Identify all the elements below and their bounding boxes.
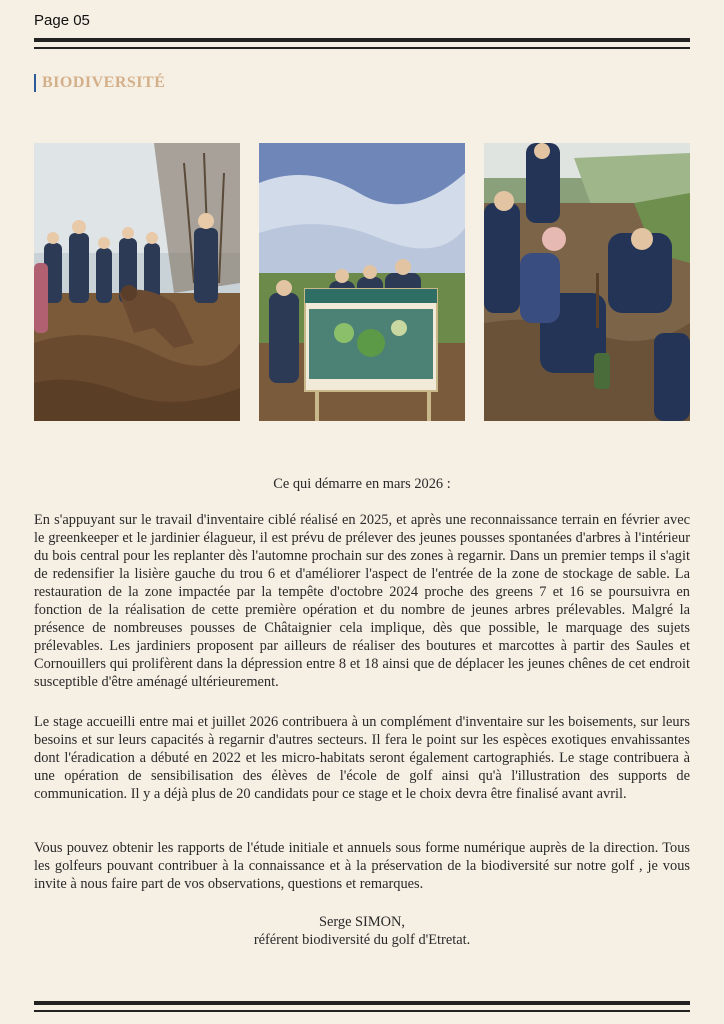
article-subtitle: Ce qui démarre en mars 2026 : — [273, 476, 451, 492]
footer-rule-thick — [34, 1001, 690, 1005]
section-heading — [34, 74, 165, 92]
children-planting-photo — [34, 143, 240, 421]
page-number: Page 05 — [34, 12, 90, 29]
header-rule-thin — [34, 47, 690, 49]
article-paragraph-2: Le stage accueilli entre mai et juillet 2026 contribuera à un complément d'inventaire sur les boisements, sur leurs besoins et sur leurs capacités à regarnir d'autres secteurs. Il fera le point sur les espèces exotiques envahissantes dont l'éradication a débuté en 2022 et les micro-habitats seront également cartographiés. Le stage contribuera à une opération de sensibilisation des élèves de l'école de golf ainsi qu'à l'illustration des supports de communication. Il y a déjà plus de 20 candidats pour ce stage et le choix devra être finalisé avant avril. — [34, 714, 690, 802]
biodiversity-panel-photo — [259, 143, 465, 421]
tree-planting-photo — [484, 143, 690, 421]
header-rule-thick — [34, 38, 690, 42]
footer-rule-thin — [34, 1010, 690, 1012]
signature-role: référent biodiversité du golf d'Etretat. — [253, 932, 471, 948]
signature-name: Serge SIMON, — [318, 914, 406, 930]
article-paragraph-3: Vous pouvez obtenir les rapports de l'étude initiale et annuels sous forme numérique auprès de la direction. Tous les golfeurs pouvant contribuer à la connaissance et à la préservation de la biodiversité sur notre golf , je vous invite à nous faire part de vos observations, questions et remarques. — [34, 840, 690, 892]
section-accent-bar — [34, 74, 36, 92]
section-title: BIODIVERSITÉ — [42, 74, 166, 91]
article-paragraph-1: En s'appuyant sur le travail d'inventaire ciblé réalisé en 2025, et après une reconnaissance terrain en février avec le greenkeeper et le jardinier élagueur, il est prévu de prélever des jeunes pousses spontanées d'arbres à l'intérieur du bois central pour les replanter dès l'automne prochain sur des zones à regarnir. Dans un premier temps il s'agit de redensifier la lisière gauche du trou 6 et d'améliorer l'aspect de l'entrée de la zone de stockage de sable. La restauration de la zone impactée par la tempête d'octobre 2024 proche des greens 7 et 16 se poursuivra en fonction de la réalisation de cette première opération et du nombre de jeunes arbres prélevables. Malgré la présence de nombreuses pousses de Châtaignier cela implique, dès que possible, le marquage des sujets prélevables. Les jardiniers proposent par ailleurs de réaliser des boutures et marcottes à partir des Saules et Cornouillers qui prolifèrent dans la dépression entre 8 et 18 ainsi que de déplacer les jeunes chênes de cet endroit susceptible d'être aménagé ultérieurement. — [34, 512, 690, 690]
